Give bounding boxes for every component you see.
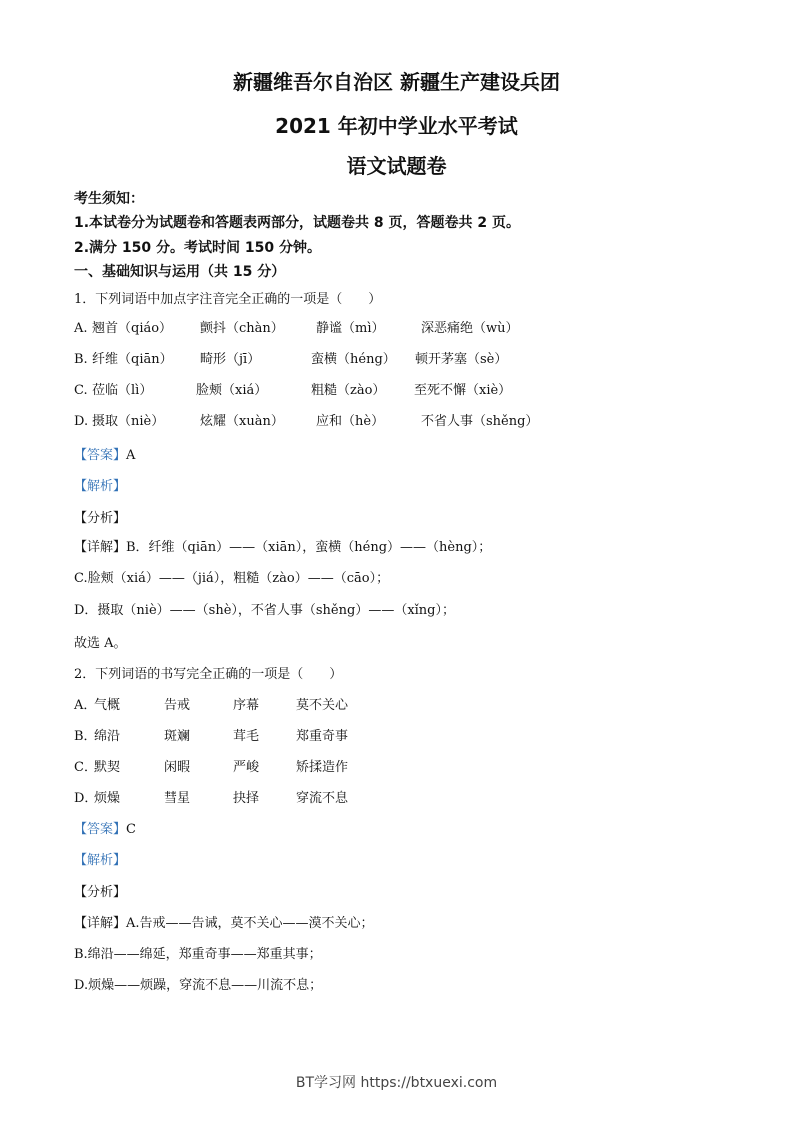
q1-option-item: 静谧（mì） (316, 321, 385, 336)
q1-option-item: 脸颊（xiá） (196, 383, 268, 398)
q2-option-item: 闲暇 (164, 760, 191, 775)
q2-stem: 2．下列词语的书写完全正确的一项是（ ） (74, 667, 343, 682)
q2-option-label: C． (74, 760, 97, 775)
q1-option-item: 纤维（qiān） (92, 352, 173, 367)
notice-item-2: 2.满分 150 分。考试时间 150 分钟。 (74, 240, 322, 256)
q2-detail-1: 【详解】A.告戒——告诫，莫不关心——漠不关心； (74, 916, 374, 931)
exam-title: 2021 年初中学业水平考试 (275, 114, 518, 138)
q1-option-item: 应和（hè） (316, 414, 385, 429)
q2-option-item: 气概 (94, 698, 121, 713)
q2-option-item: 茸毛 (233, 729, 260, 744)
q1-option-item: 莅临（lì） (92, 383, 153, 398)
q1-fenxi: 【分析】 (74, 511, 127, 526)
q1-option-item: 颤抖（chàn） (200, 321, 284, 336)
q2-detail-3: D.烦燥——烦躁，穿流不息——川流不息； (74, 978, 323, 993)
q2-option-item: 告戒 (164, 698, 191, 713)
q2-option-item: 抉择 (233, 791, 260, 806)
q1-option-label: D. (74, 414, 89, 429)
q2-option-label: D． (74, 791, 98, 806)
q1-option-item: 不省人事（shěng） (421, 414, 539, 429)
q1-option-label: B. (74, 352, 88, 367)
q2-analysis-tag: 【解析】 (74, 853, 127, 868)
q2-option-item: 郑重奇事 (296, 729, 349, 744)
q2-option-label: B． (74, 729, 97, 744)
q1-option-item: 摄取（niè） (92, 414, 165, 429)
q1-option-label: A. (74, 321, 88, 336)
q1-detail-1: 【详解】B．纤维（qiān）——（xiān），蛮横（héng）——（hèng）； (74, 540, 492, 555)
q2-option-item: 绵沿 (94, 729, 121, 744)
q1-option-item: 翘首（qiáo） (92, 321, 173, 336)
q2-option-item: 默契 (94, 760, 121, 775)
q2-fenxi: 【分析】 (74, 885, 127, 900)
q2-option-item: 严峻 (233, 760, 260, 775)
notice-item-1: 1.本试卷分为试题卷和答题表两部分，试题卷共 8 页，答题卷共 2 页。 (74, 215, 521, 231)
q1-option-label: C. (74, 383, 88, 398)
q1-option-item: 粗糙（zào） (311, 383, 386, 398)
q2-option-item: 穿流不息 (296, 791, 349, 806)
answer-tag: 【答案】 (74, 448, 127, 463)
answer-value: C (126, 822, 136, 837)
q1-conclusion: 故选 A。 (74, 636, 127, 651)
q2-option-label: A． (74, 698, 97, 713)
q1-option-item: 顿开茅塞（sè） (415, 352, 508, 367)
answer-tag: 【答案】 (74, 822, 127, 837)
q1-answer (74, 448, 135, 464)
q2-option-item: 矫揉造作 (296, 760, 349, 775)
paper-title: 语文试题卷 (346, 154, 447, 178)
q2-option-item: 彗星 (164, 791, 191, 806)
q1-option-item: 炫耀（xuàn） (200, 414, 284, 429)
q1-option-item: 深恶痛绝（wù） (421, 321, 519, 336)
q2-option-item: 斑斓 (164, 729, 191, 744)
q1-detail-2: C.脸颊（xiá）——（jiá），粗糙（zào）——（cāo）； (74, 571, 390, 586)
q1-stem: 1．下列词语中加点字注音完全正确的一项是（ ） (74, 292, 382, 307)
answer-value: A (126, 448, 136, 463)
page-title: 新疆维吾尔自治区 新疆生产建设兵团 (233, 70, 560, 94)
q1-option-item: 蛮横（héng） (311, 352, 396, 367)
q2-answer (74, 822, 136, 838)
q2-option-item: 序幕 (233, 698, 260, 713)
footer-watermark[interactable]: BT学习网 https://btxuexi.com (295, 1075, 498, 1091)
q2-option-item: 烦燥 (94, 791, 121, 806)
q1-detail-3: D．摄取（niè）——（shè），不省人事（shěng）——（xǐng）； (74, 603, 455, 618)
q1-analysis-tag: 【解析】 (74, 479, 127, 494)
q1-option-item: 至死不懈（xiè） (414, 383, 512, 398)
section-heading: 一、基础知识与运用（共 15 分） (74, 264, 286, 280)
q1-option-item: 畸形（jī） (200, 352, 261, 367)
q2-option-item: 莫不关心 (296, 698, 349, 713)
notice-heading: 考生须知： (74, 191, 144, 207)
q2-detail-2: B.绵沿——绵延，郑重奇事——郑重其事； (74, 947, 322, 962)
